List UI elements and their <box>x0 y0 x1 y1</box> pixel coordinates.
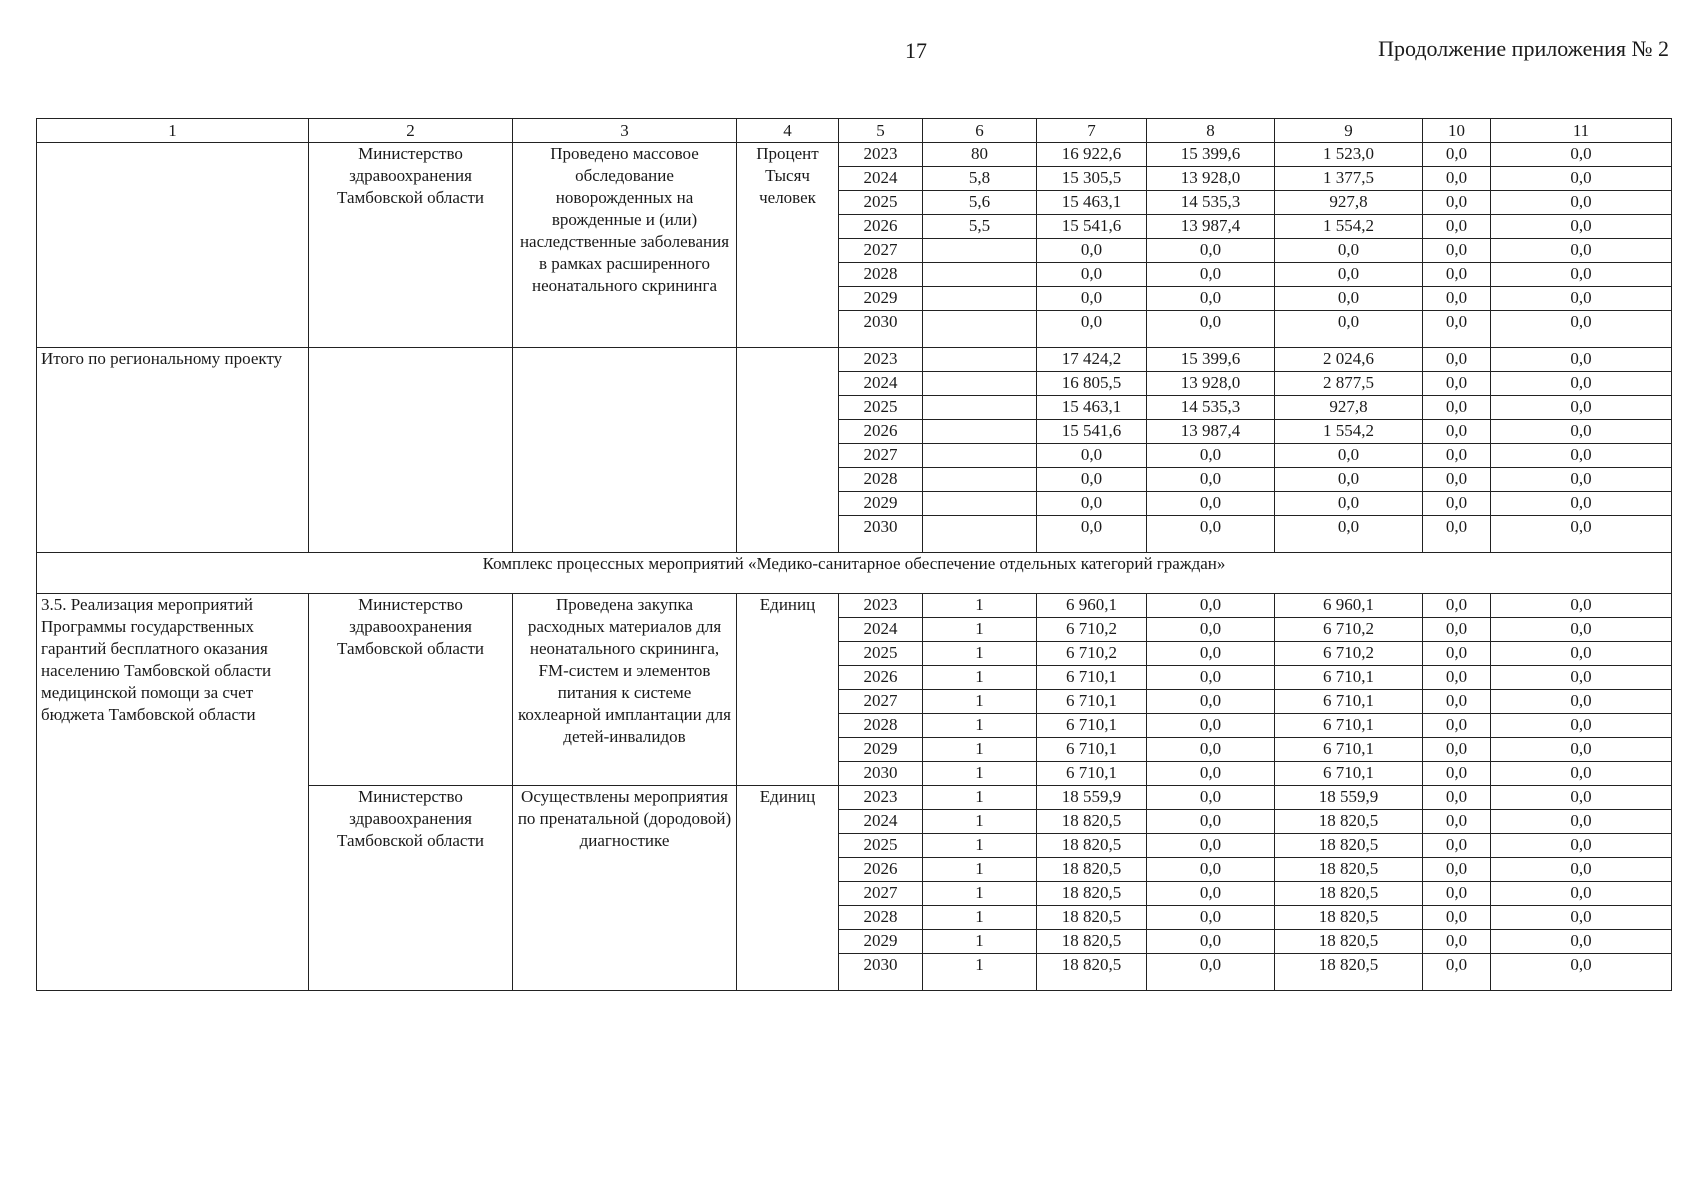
total-cell: 0,0 <box>1037 468 1147 492</box>
regional-cell: 0,0 <box>1275 263 1423 287</box>
executor-cell: Министерство здравоохранения Тамбовской области <box>309 143 513 348</box>
total-cell: 0,0 <box>1037 263 1147 287</box>
indicator-value-cell <box>923 516 1037 553</box>
local-cell: 0,0 <box>1423 930 1491 954</box>
year-cell: 2026 <box>839 420 923 444</box>
regional-cell: 18 820,5 <box>1275 882 1423 906</box>
column-header: 10 <box>1423 119 1491 143</box>
indicator-value-cell: 1 <box>923 618 1037 642</box>
column-header: 9 <box>1275 119 1423 143</box>
federal-cell: 14 535,3 <box>1147 396 1275 420</box>
other-cell: 0,0 <box>1491 516 1672 553</box>
federal-cell: 0,0 <box>1147 738 1275 762</box>
local-cell: 0,0 <box>1423 420 1491 444</box>
indicator-value-cell: 1 <box>923 786 1037 810</box>
regional-cell: 6 710,1 <box>1275 762 1423 786</box>
federal-cell: 13 987,4 <box>1147 215 1275 239</box>
local-cell: 0,0 <box>1423 396 1491 420</box>
total-cell: 6 710,1 <box>1037 738 1147 762</box>
column-header: 5 <box>839 119 923 143</box>
header-row <box>37 119 1672 143</box>
local-cell: 0,0 <box>1423 594 1491 618</box>
federal-cell: 0,0 <box>1147 492 1275 516</box>
year-cell: 2029 <box>839 287 923 311</box>
local-cell: 0,0 <box>1423 516 1491 553</box>
year-cell: 2030 <box>839 516 923 553</box>
indicator-value-cell: 1 <box>923 810 1037 834</box>
indicator-value-cell: 1 <box>923 954 1037 991</box>
indicator-value-cell: 1 <box>923 666 1037 690</box>
federal-cell: 0,0 <box>1147 468 1275 492</box>
result-cell: Проведено массовое обследование новорожденных на врожденные и (или) наследственные заболевания в рамках расширенного неонатального скрининга <box>513 143 737 348</box>
regional-cell: 6 710,1 <box>1275 666 1423 690</box>
federal-cell: 0,0 <box>1147 594 1275 618</box>
year-cell: 2026 <box>839 666 923 690</box>
regional-cell: 0,0 <box>1275 287 1423 311</box>
year-cell: 2029 <box>839 738 923 762</box>
indicator-value-cell: 1 <box>923 930 1037 954</box>
total-cell: 0,0 <box>1037 516 1147 553</box>
other-cell: 0,0 <box>1491 786 1672 810</box>
other-cell: 0,0 <box>1491 666 1672 690</box>
federal-cell: 0,0 <box>1147 444 1275 468</box>
other-cell: 0,0 <box>1491 263 1672 287</box>
federal-cell: 0,0 <box>1147 714 1275 738</box>
regional-cell: 1 554,2 <box>1275 420 1423 444</box>
other-cell: 0,0 <box>1491 642 1672 666</box>
indicator-value-cell: 1 <box>923 594 1037 618</box>
indicator-value-cell: 5,6 <box>923 191 1037 215</box>
local-cell: 0,0 <box>1423 690 1491 714</box>
total-cell: 15 541,6 <box>1037 420 1147 444</box>
column-header: 1 <box>37 119 309 143</box>
other-cell: 0,0 <box>1491 167 1672 191</box>
federal-cell: 0,0 <box>1147 930 1275 954</box>
unit-cell: Процент Тысяч человек <box>737 143 839 348</box>
other-cell: 0,0 <box>1491 810 1672 834</box>
federal-cell: 0,0 <box>1147 642 1275 666</box>
federal-cell: 15 399,6 <box>1147 348 1275 372</box>
other-cell: 0,0 <box>1491 239 1672 263</box>
federal-cell: 0,0 <box>1147 762 1275 786</box>
local-cell: 0,0 <box>1423 239 1491 263</box>
other-cell: 0,0 <box>1491 714 1672 738</box>
indicator-value-cell: 1 <box>923 738 1037 762</box>
local-cell: 0,0 <box>1423 738 1491 762</box>
local-cell: 0,0 <box>1423 311 1491 348</box>
total-cell: 6 710,1 <box>1037 714 1147 738</box>
local-cell: 0,0 <box>1423 882 1491 906</box>
local-cell: 0,0 <box>1423 143 1491 167</box>
other-cell: 0,0 <box>1491 858 1672 882</box>
regional-cell: 18 820,5 <box>1275 858 1423 882</box>
regional-cell: 1 523,0 <box>1275 143 1423 167</box>
other-cell: 0,0 <box>1491 930 1672 954</box>
year-cell: 2026 <box>839 215 923 239</box>
empty-cell <box>513 348 737 553</box>
local-cell: 0,0 <box>1423 714 1491 738</box>
indicator-value-cell: 1 <box>923 834 1037 858</box>
year-cell: 2024 <box>839 810 923 834</box>
indicator-value-cell <box>923 468 1037 492</box>
regional-cell: 6 710,1 <box>1275 690 1423 714</box>
total-cell: 18 820,5 <box>1037 858 1147 882</box>
local-cell: 0,0 <box>1423 348 1491 372</box>
other-cell: 0,0 <box>1491 143 1672 167</box>
regional-cell: 18 820,5 <box>1275 930 1423 954</box>
local-cell: 0,0 <box>1423 810 1491 834</box>
other-cell: 0,0 <box>1491 348 1672 372</box>
other-cell: 0,0 <box>1491 738 1672 762</box>
year-cell: 2025 <box>839 396 923 420</box>
other-cell: 0,0 <box>1491 492 1672 516</box>
federal-cell: 13 928,0 <box>1147 167 1275 191</box>
regional-cell: 927,8 <box>1275 191 1423 215</box>
indicator-value-cell: 5,8 <box>923 167 1037 191</box>
year-cell: 2029 <box>839 930 923 954</box>
federal-cell: 0,0 <box>1147 882 1275 906</box>
federal-cell: 0,0 <box>1147 954 1275 991</box>
indicator-value-cell <box>923 263 1037 287</box>
total-cell: 0,0 <box>1037 239 1147 263</box>
indicator-value-cell: 80 <box>923 143 1037 167</box>
table-row <box>37 348 1672 372</box>
federal-cell: 0,0 <box>1147 834 1275 858</box>
federal-cell: 13 928,0 <box>1147 372 1275 396</box>
regional-cell: 18 820,5 <box>1275 834 1423 858</box>
total-cell: 15 305,5 <box>1037 167 1147 191</box>
total-cell: 0,0 <box>1037 311 1147 348</box>
indicator-value-cell: 1 <box>923 714 1037 738</box>
year-cell: 2023 <box>839 594 923 618</box>
year-cell: 2023 <box>839 786 923 810</box>
regional-cell: 6 710,1 <box>1275 714 1423 738</box>
regional-cell: 0,0 <box>1275 239 1423 263</box>
section-title: Комплекс процессных мероприятий «Медико-санитарное обеспечение отдельных категорий граждан» <box>37 553 1672 594</box>
empty-cell <box>309 348 513 553</box>
total-cell: 18 820,5 <box>1037 906 1147 930</box>
regional-cell: 18 820,5 <box>1275 954 1423 991</box>
federal-cell: 0,0 <box>1147 810 1275 834</box>
executor-cell: Министерство здравоохранения Тамбовской области <box>309 786 513 991</box>
federal-cell: 0,0 <box>1147 239 1275 263</box>
regional-cell: 2 024,6 <box>1275 348 1423 372</box>
year-cell: 2030 <box>839 954 923 991</box>
year-cell: 2023 <box>839 348 923 372</box>
local-cell: 0,0 <box>1423 287 1491 311</box>
local-cell: 0,0 <box>1423 167 1491 191</box>
executor-cell: Министерство здравоохранения Тамбовской области <box>309 594 513 786</box>
year-cell: 2024 <box>839 372 923 396</box>
total-cell: 6 710,2 <box>1037 618 1147 642</box>
total-cell: 18 820,5 <box>1037 834 1147 858</box>
local-cell: 0,0 <box>1423 834 1491 858</box>
local-cell: 0,0 <box>1423 191 1491 215</box>
total-cell: 17 424,2 <box>1037 348 1147 372</box>
year-cell: 2025 <box>839 191 923 215</box>
column-header: 6 <box>923 119 1037 143</box>
regional-cell: 0,0 <box>1275 516 1423 553</box>
column-header: 7 <box>1037 119 1147 143</box>
other-cell: 0,0 <box>1491 372 1672 396</box>
regional-cell: 0,0 <box>1275 444 1423 468</box>
local-cell: 0,0 <box>1423 858 1491 882</box>
year-cell: 2030 <box>839 762 923 786</box>
indicator-value-cell: 1 <box>923 642 1037 666</box>
federal-cell: 14 535,3 <box>1147 191 1275 215</box>
total-cell: 15 463,1 <box>1037 396 1147 420</box>
local-cell: 0,0 <box>1423 666 1491 690</box>
indicator-value-cell <box>923 311 1037 348</box>
federal-cell: 0,0 <box>1147 666 1275 690</box>
federal-cell: 0,0 <box>1147 516 1275 553</box>
local-cell: 0,0 <box>1423 642 1491 666</box>
total-cell: 6 710,1 <box>1037 666 1147 690</box>
regional-cell: 0,0 <box>1275 492 1423 516</box>
total-cell: 15 463,1 <box>1037 191 1147 215</box>
column-header: 8 <box>1147 119 1275 143</box>
column-header: 11 <box>1491 119 1672 143</box>
local-cell: 0,0 <box>1423 762 1491 786</box>
other-cell: 0,0 <box>1491 618 1672 642</box>
federal-cell: 0,0 <box>1147 287 1275 311</box>
total-cell: 16 805,5 <box>1037 372 1147 396</box>
other-cell: 0,0 <box>1491 954 1672 991</box>
table-row <box>37 143 1672 167</box>
indicator-value-cell: 1 <box>923 858 1037 882</box>
result-cell: Проведена закупка расходных материалов для неонатального скрининга, FM-систем и элементов питания к системе кохлеарной имплантации для детей-инвалидов <box>513 594 737 786</box>
other-cell: 0,0 <box>1491 191 1672 215</box>
year-cell: 2027 <box>839 239 923 263</box>
total-cell: 16 922,6 <box>1037 143 1147 167</box>
indicator-value-cell <box>923 420 1037 444</box>
local-cell: 0,0 <box>1423 618 1491 642</box>
regional-cell: 0,0 <box>1275 468 1423 492</box>
local-cell: 0,0 <box>1423 786 1491 810</box>
other-cell: 0,0 <box>1491 396 1672 420</box>
indicator-value-cell <box>923 372 1037 396</box>
other-cell: 0,0 <box>1491 882 1672 906</box>
year-cell: 2028 <box>839 263 923 287</box>
indicator-value-cell <box>923 239 1037 263</box>
other-cell: 0,0 <box>1491 762 1672 786</box>
local-cell: 0,0 <box>1423 444 1491 468</box>
activity-name-cell: 3.5. Реализация мероприятий Программы государственных гарантий бесплатного оказания населению Тамбовской области медицинской помощи за счет бюджета Тамбовской области <box>37 594 309 991</box>
total-cell: 18 820,5 <box>1037 810 1147 834</box>
local-cell: 0,0 <box>1423 492 1491 516</box>
regional-cell: 18 559,9 <box>1275 786 1423 810</box>
total-cell: 18 559,9 <box>1037 786 1147 810</box>
table-row <box>37 594 1672 618</box>
year-cell: 2028 <box>839 906 923 930</box>
total-cell: 6 960,1 <box>1037 594 1147 618</box>
year-cell: 2026 <box>839 858 923 882</box>
regional-cell: 18 820,5 <box>1275 810 1423 834</box>
year-cell: 2027 <box>839 444 923 468</box>
regional-cell: 6 960,1 <box>1275 594 1423 618</box>
regional-cell: 6 710,2 <box>1275 642 1423 666</box>
federal-cell: 0,0 <box>1147 858 1275 882</box>
indicator-value-cell <box>923 287 1037 311</box>
other-cell: 0,0 <box>1491 468 1672 492</box>
other-cell: 0,0 <box>1491 215 1672 239</box>
result-cell: Осуществлены мероприятия по пренатальной (дородовой) диагностике <box>513 786 737 991</box>
local-cell: 0,0 <box>1423 372 1491 396</box>
other-cell: 0,0 <box>1491 420 1672 444</box>
indicator-value-cell <box>923 444 1037 468</box>
regional-cell: 0,0 <box>1275 311 1423 348</box>
unit-cell: Единиц <box>737 786 839 991</box>
appendix-caption: Продолжение приложения № 2 <box>1378 36 1669 61</box>
indicator-value-cell <box>923 348 1037 372</box>
budget-table <box>36 118 1672 991</box>
year-cell: 2030 <box>839 311 923 348</box>
other-cell: 0,0 <box>1491 311 1672 348</box>
year-cell: 2023 <box>839 143 923 167</box>
other-cell: 0,0 <box>1491 690 1672 714</box>
empty-cell <box>37 143 309 348</box>
regional-cell: 1 554,2 <box>1275 215 1423 239</box>
federal-cell: 0,0 <box>1147 690 1275 714</box>
local-cell: 0,0 <box>1423 906 1491 930</box>
federal-cell: 0,0 <box>1147 786 1275 810</box>
total-cell: 15 541,6 <box>1037 215 1147 239</box>
local-cell: 0,0 <box>1423 215 1491 239</box>
year-cell: 2024 <box>839 167 923 191</box>
unit-cell: Единиц <box>737 594 839 786</box>
indicator-value-cell: 1 <box>923 762 1037 786</box>
indicator-value-cell: 5,5 <box>923 215 1037 239</box>
federal-cell: 0,0 <box>1147 618 1275 642</box>
federal-cell: 15 399,6 <box>1147 143 1275 167</box>
regional-cell: 2 877,5 <box>1275 372 1423 396</box>
total-cell: 18 820,5 <box>1037 882 1147 906</box>
regional-cell: 18 820,5 <box>1275 906 1423 930</box>
local-cell: 0,0 <box>1423 954 1491 991</box>
indicator-value-cell <box>923 396 1037 420</box>
total-cell: 18 820,5 <box>1037 954 1147 991</box>
federal-cell: 0,0 <box>1147 906 1275 930</box>
other-cell: 0,0 <box>1491 906 1672 930</box>
regional-cell: 6 710,1 <box>1275 738 1423 762</box>
federal-cell: 0,0 <box>1147 311 1275 348</box>
year-cell: 2024 <box>839 618 923 642</box>
total-cell: 6 710,1 <box>1037 762 1147 786</box>
year-cell: 2028 <box>839 714 923 738</box>
empty-cell <box>737 348 839 553</box>
other-cell: 0,0 <box>1491 287 1672 311</box>
regional-cell: 6 710,2 <box>1275 618 1423 642</box>
year-cell: 2028 <box>839 468 923 492</box>
year-cell: 2025 <box>839 642 923 666</box>
other-cell: 0,0 <box>1491 834 1672 858</box>
total-cell: 6 710,2 <box>1037 642 1147 666</box>
other-cell: 0,0 <box>1491 444 1672 468</box>
year-cell: 2029 <box>839 492 923 516</box>
indicator-value-cell <box>923 492 1037 516</box>
total-cell: 0,0 <box>1037 444 1147 468</box>
total-label: Итого по региональному проекту <box>37 348 309 553</box>
indicator-value-cell: 1 <box>923 690 1037 714</box>
indicator-value-cell: 1 <box>923 882 1037 906</box>
total-cell: 0,0 <box>1037 492 1147 516</box>
page-number: 17 <box>905 38 927 63</box>
year-cell: 2027 <box>839 690 923 714</box>
other-cell: 0,0 <box>1491 594 1672 618</box>
indicator-value-cell: 1 <box>923 906 1037 930</box>
federal-cell: 13 987,4 <box>1147 420 1275 444</box>
local-cell: 0,0 <box>1423 468 1491 492</box>
total-cell: 6 710,1 <box>1037 690 1147 714</box>
year-cell: 2025 <box>839 834 923 858</box>
local-cell: 0,0 <box>1423 263 1491 287</box>
section-row <box>37 553 1672 594</box>
column-header: 4 <box>737 119 839 143</box>
total-cell: 0,0 <box>1037 287 1147 311</box>
total-cell: 18 820,5 <box>1037 930 1147 954</box>
regional-cell: 927,8 <box>1275 396 1423 420</box>
regional-cell: 1 377,5 <box>1275 167 1423 191</box>
column-header: 3 <box>513 119 737 143</box>
column-header: 2 <box>309 119 513 143</box>
federal-cell: 0,0 <box>1147 263 1275 287</box>
year-cell: 2027 <box>839 882 923 906</box>
